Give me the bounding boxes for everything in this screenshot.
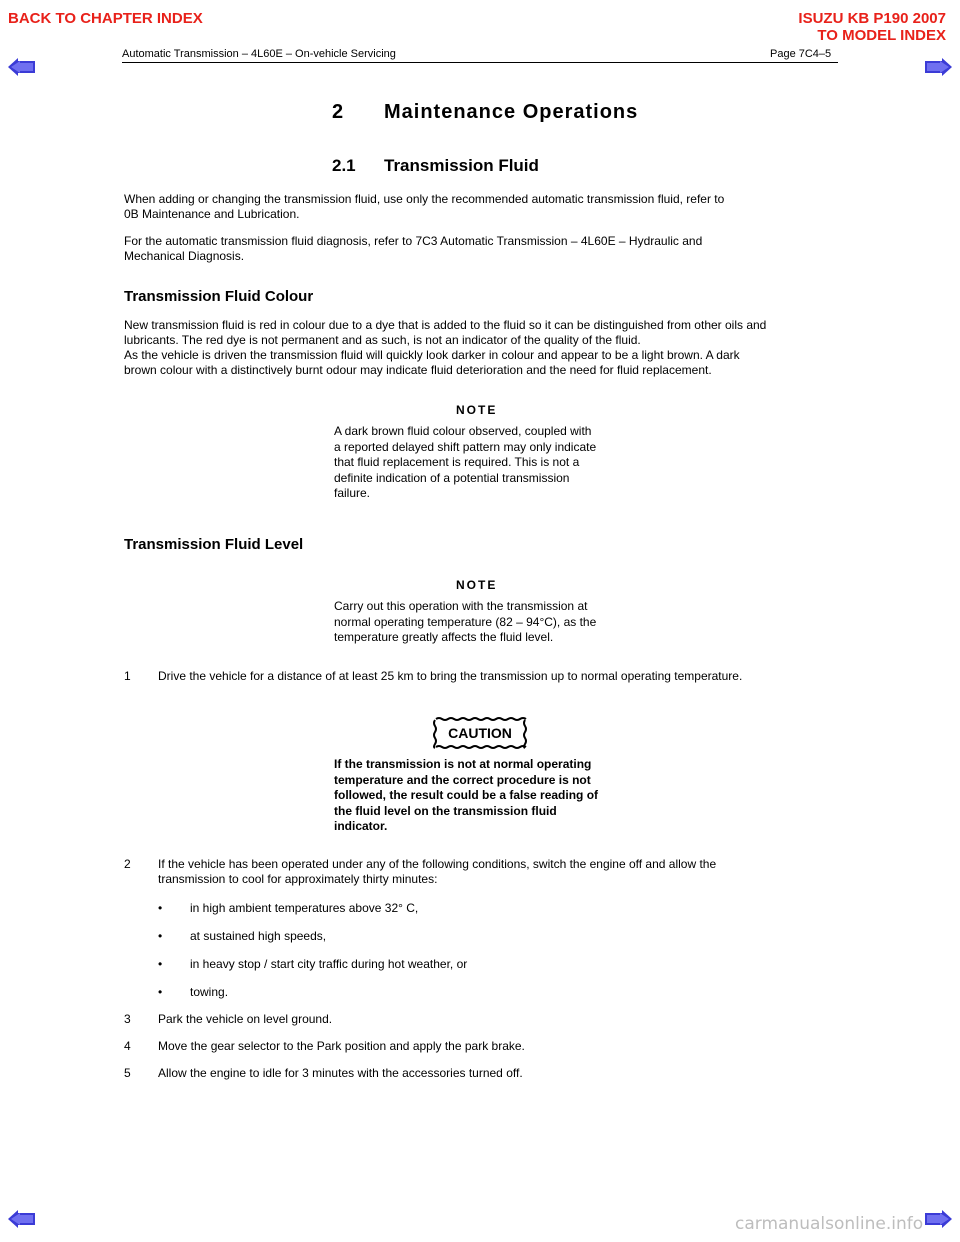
bullet-item: at sustained high speeds, (190, 929, 327, 943)
step-number: 2 (124, 857, 131, 871)
fluid-colour-heading: Transmission Fluid Colour (124, 288, 314, 305)
step-4-text: Move the gear selector to the Park position and apply the park brake. (158, 1039, 525, 1053)
section-title: Maintenance Operations (384, 101, 639, 123)
step-number: 4 (124, 1039, 131, 1053)
header-rule (122, 62, 838, 63)
note-label: NOTE (456, 403, 498, 417)
step-5-text: Allow the engine to idle for 3 minutes with the accessories turned off. (158, 1066, 523, 1080)
fluid-colour-paragraph: New transmission fluid is red in colour due to a dye that is added to the fluid so it can be distinguished from other oils and lubricants. The red dye is not permanent and as such, is not an indicator of the quality of the fluid. As the vehicle is driven the transmission fluid will quickly look darker in colour and appear to be a light brown. A dark brown colour with a distinctively burnt odour may indicate fluid deterioration and the need for fluid replacement. (124, 318, 767, 377)
step-2-text: If the vehicle has been operated under any of the following conditions, switch the engine off and allow the transmission to cool for approximately thirty minutes: (158, 857, 717, 886)
bullet-item: in heavy stop / start city traffic during hot weather, or (190, 957, 468, 971)
page-number: Page 7C4–5 (770, 48, 832, 60)
back-to-chapter-index-link[interactable]: BACK TO CHAPTER INDEX (8, 10, 203, 27)
note-text-colour: A dark brown fluid colour observed, coupled with a reported delayed shift pattern may only indicate that fluid replacement is required. This is not a definite indication of a potential transmission failure. (334, 424, 597, 500)
bullet-item: towing. (190, 985, 229, 999)
bullet-item: in high ambient temperatures above 32° C, (190, 901, 419, 915)
note-text-level: Carry out this operation with the transmission at normal operating temperature (82 – 94°C), as the temperature greatly affects the fluid level. (334, 599, 597, 644)
previous-page-arrow-icon[interactable] (8, 58, 36, 76)
bullet-icon: • (158, 929, 163, 943)
previous-page-arrow-icon[interactable] (8, 1210, 36, 1228)
document-title: Automatic Transmission – 4L60E – On-vehicle Servicing (122, 48, 396, 60)
caution-label: CAUTION (448, 725, 512, 741)
caution-badge (432, 716, 528, 750)
subsection-title: Transmission Fluid (384, 156, 539, 175)
step-number: 1 (124, 669, 131, 683)
to-model-index-link[interactable]: TO MODEL INDEX (817, 27, 946, 44)
next-page-arrow-icon[interactable] (924, 1210, 952, 1228)
next-page-arrow-icon[interactable] (924, 58, 952, 76)
watermark-text: carmanualsonline.info (735, 1214, 924, 1234)
intro-paragraph-1: When adding or changing the transmission fluid, use only the recommended automatic transmission fluid, refer to 0B Maintenance and Lubrication. (124, 192, 725, 221)
bullet-icon: • (158, 985, 163, 999)
model-title-link[interactable]: ISUZU KB P190 2007 (798, 10, 946, 27)
model-index-block[interactable] (798, 10, 946, 44)
step-3-text: Park the vehicle on level ground. (158, 1012, 333, 1026)
section-number: 2 (332, 101, 345, 123)
step-number: 5 (124, 1066, 131, 1080)
intro-paragraph-2: For the automatic transmission fluid diagnosis, refer to 7C3 Automatic Transmission – 4L60E – Hydraulic and Mechanical Diagnosis. (124, 234, 703, 263)
step-number: 3 (124, 1012, 131, 1026)
bullet-icon: • (158, 957, 163, 971)
caution-text: If the transmission is not at normal operating temperature and the correct procedure is not followed, the result could be a false reading of the fluid level on the transmission fluid indicator. (334, 757, 599, 833)
note-label: NOTE (456, 578, 498, 592)
subsection-number: 2.1 (332, 156, 356, 175)
bullet-icon: • (158, 901, 163, 915)
fluid-level-heading: Transmission Fluid Level (124, 536, 304, 553)
step-1-text: Drive the vehicle for a distance of at least 25 km to bring the transmission up to normal operating temperature. (158, 669, 743, 683)
